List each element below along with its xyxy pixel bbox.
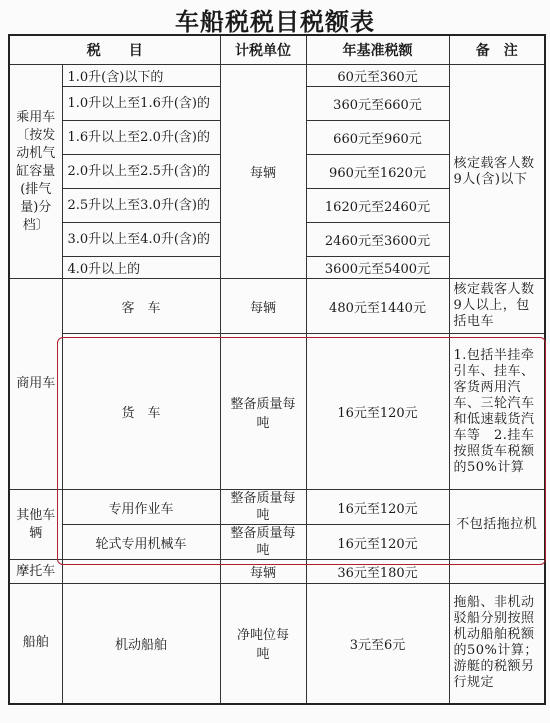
commercial-category: 商用车 (9, 279, 62, 490)
passenger-tax-5: 1620元至2460元 (306, 189, 449, 223)
truck-note: 1.包括半挂牵引车、挂车、客货两用汽车、三轮汽车和低速载货汽车等 2.挂车按照货车税额的50%计算 (449, 334, 545, 490)
passenger-tax-7: 3600元至5400元 (306, 257, 449, 279)
passenger-tax-1: 60元至360元 (306, 65, 449, 87)
passenger-range-2: 1.0升以上至1.6升(含)的 (62, 87, 220, 121)
other-name-1: 专用作业车 (62, 490, 220, 525)
truck-tax: 16元至120元 (306, 334, 449, 490)
header-note: 备 注 (449, 35, 545, 65)
vessel-tax: 3元至6元 (306, 584, 449, 704)
other-tax-2: 16元至120元 (306, 525, 449, 560)
passenger-tax-3: 660元至960元 (306, 121, 449, 155)
bus-tax: 480元至1440元 (306, 279, 449, 334)
bus-note: 核定载客人数9人以上，包括电车 (449, 279, 545, 334)
vessel-unit: 净吨位每吨 (220, 584, 306, 704)
other-unit-2: 整备质量每吨 (220, 525, 306, 560)
other-category: 其他车辆 (9, 490, 62, 560)
table-row (9, 560, 545, 584)
tax-table (8, 34, 546, 705)
header-amount: 年基准税额 (306, 35, 449, 65)
vessel-name: 机动船舶 (62, 584, 220, 704)
table-row (9, 334, 545, 490)
motorcycle-unit: 每辆 (220, 560, 306, 584)
passenger-tax-2: 360元至660元 (306, 87, 449, 121)
bus-name: 客 车 (62, 279, 220, 334)
passenger-range-7: 4.0升以上的 (62, 257, 220, 279)
table-row (9, 65, 545, 87)
passenger-range-1: 1.0升(含)以下的 (62, 65, 220, 87)
motorcycle-note (449, 560, 545, 584)
other-unit-1: 整备质量每吨 (220, 490, 306, 525)
passenger-range-6: 3.0升以上至4.0升(含)的 (62, 223, 220, 257)
table-row (9, 279, 545, 334)
motorcycle-empty (62, 560, 220, 584)
bus-unit: 每辆 (220, 279, 306, 334)
passenger-range-3: 1.6升以上至2.0升(含)的 (62, 121, 220, 155)
vessel-note: 拖船、非机动驳船分别按照机动船舶税额的50%计算；游艇的税额另行规定 (449, 584, 545, 704)
truck-unit: 整备质量每吨 (220, 334, 306, 490)
other-name-2: 轮式专用机械车 (62, 525, 220, 560)
truck-name: 货 车 (62, 334, 220, 490)
passenger-tax-6: 2460元至3600元 (306, 223, 449, 257)
passenger-note: 核定载客人数9人(含)以下 (449, 65, 545, 279)
passenger-tax-4: 960元至1620元 (306, 155, 449, 189)
table-row (9, 490, 545, 525)
passenger-range-5: 2.5升以上至3.0升(含)的 (62, 189, 220, 223)
table-row (9, 584, 545, 704)
passenger-unit: 每辆 (220, 65, 306, 279)
header-row (9, 35, 545, 65)
motorcycle-category: 摩托车 (9, 560, 62, 584)
header-item: 税 目 (9, 35, 220, 65)
page-title: 车船税税目税额表 (175, 8, 375, 36)
vessel-category: 船舶 (9, 584, 62, 704)
passenger-category: 乘用车〔按发动机气缸容量(排气量)分档〕 (9, 65, 62, 279)
header-unit: 计税单位 (220, 35, 306, 65)
other-tax-1: 16元至120元 (306, 490, 449, 525)
other-note: 不包括拖拉机 (449, 490, 545, 560)
passenger-range-4: 2.0升以上至2.5升(含)的 (62, 155, 220, 189)
motorcycle-tax: 36元至180元 (306, 560, 449, 584)
